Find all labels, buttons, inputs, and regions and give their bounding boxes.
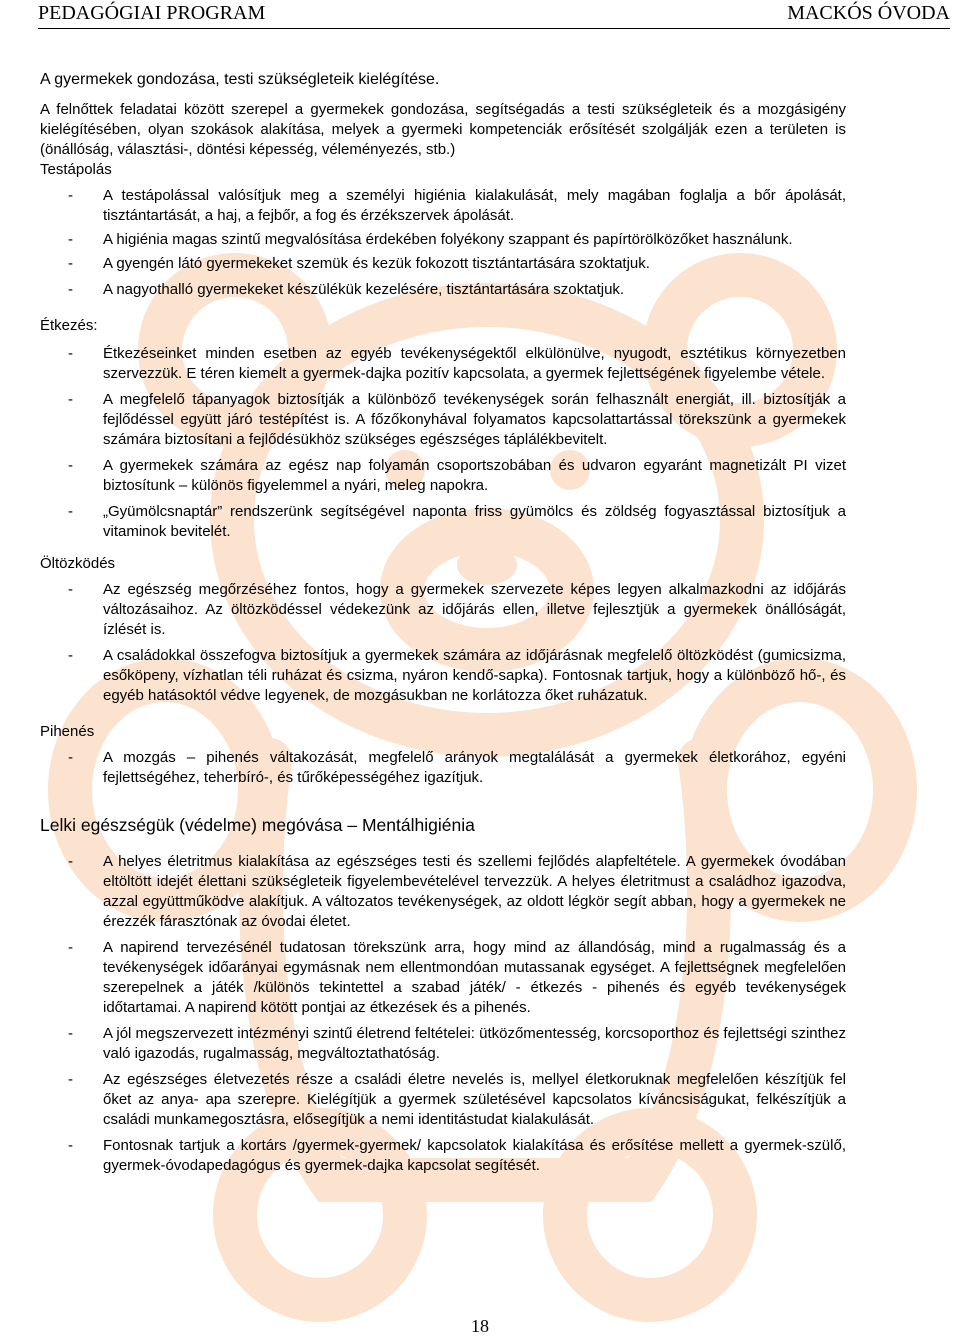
section2-title: Lelki egészségük (védelme) megóvása – Mentálhigiénia: [40, 815, 475, 835]
list-item: - Az egészség megőrzéséhez fontos, hogy a gyermekek szervezete képes legyen alkalmazkodni az időjárás változásaihoz. Az öltözködéssel védekezünk az időjárás ellen, illetve fejlesztjük a gyermekek önállóságát, ízlését is.: [40, 580, 846, 640]
list-item: - A megfelelő tápanyagok biztosítják a különböző tevékenységek során felhasznált energiát, ill. biztosítják a fejlődéssel együtt járó testépítést is. A főzőkonyhával folyamatos kapcsolattartással törekszünk a gyermekek számára biztosítani a fejlődésükhöz szükséges egészséges táplálékbevitelt.: [40, 390, 846, 450]
document-body: [40, 70, 846, 1176]
list-pihenes: [40, 748, 846, 788]
list-oltozkodes: [40, 580, 846, 706]
list-mentalhigienia: [40, 852, 846, 1176]
list-item: - A jól megszervezett intézményi szintű életrend feltételei: ütközőmentesség, korcsoporthoz és fejlettségi szinthez való igazodás, rugalmasság, megváltoztathatóság.: [40, 1024, 846, 1064]
subsection-title-oltozkodes: Öltözködés: [40, 555, 116, 572]
list-etkezes: [40, 344, 846, 542]
list-item: - A helyes életritmus kialakítása az egészséges testi és szellemi fejlődés alapfeltétele. A gyermekek óvodában eltöltött idejét élettani szükségleteik figyelembevételével tervezzük. A helyes életritmust a családhoz igazodva, azzal együttműködve alakítjuk. A változatos tevékenységek, az oldott légkör segít abban, hogy a gyermekek ne érezzék fárasztónak az óvodai életet.: [40, 852, 846, 932]
list-item: - Fontosnak tartjuk a kortárs /gyermek-gyermek/ kapcsolatok kialakítása és erősítése mellett a gyermek-szülő, gyermek-óvodapedagógus és gyermek-dajka kapcsolat segítését.: [40, 1136, 846, 1176]
list-item: - Étkezéseinket minden esetben az egyéb tevékenységektől elkülönülve, nyugodt, esztétikus környezetben szervezzük. E téren kiemelt a gyermek-dajka pozitív kapcsolata, a gyermek fejlettségének figyelembe vétele.: [40, 344, 846, 384]
list-item: - A mozgás – pihenés váltakozását, megfelelő arányok megtalálását a gyermekek életkorához, egyéni fejlettségéhez, teherbíró-, és tűrőképességéhez igazítjuk.: [40, 748, 846, 788]
subsection-title-pihenes: Pihenés: [40, 723, 95, 740]
list-item: - A higiénia magas szintű megvalósítása érdekében folyékony szappant és papírtörölközőket használunk.: [40, 230, 846, 250]
section1-title: A gyermekek gondozása, testi szükségleteik kielégítése.: [40, 71, 440, 88]
list-item: - A gyengén látó gyermekeket szemük és kezük fokozott tisztántartására szoktatjuk.: [40, 254, 846, 274]
list-item: - A testápolással valósítjuk meg a személyi higiénia kialakulását, mely magában foglalja a bőr ápolását, tisztántartását, a haj, a fejbőr, a fog és érzékszervek ápolását.: [40, 186, 846, 226]
list-item: - A napirend tervezésénél tudatosan törekszünk arra, hogy mind az állandóság, mind a rugalmasság és a tevékenységek időarányai egymásnak nem ellentmondóan mutassanak egységet. A fejlettségnek megfelelően szerepelnek a játék /különös tekintettel a szabad játék/ - étkezés - pihenés és egyéb tevékenységek időtartamai. A napirend kötött pontjai az étkezések és a pihenés.: [40, 938, 846, 1018]
section1-intro: A felnőttek feladatai között szerepel a gyermekek gondozása, segítségadás a testi szükségleteik és a mozgásigény kielégítésében, olyan szokások alakítása, melyek a gyermeki kompetenciák erősítését szolgálják ezen a területen is (önállóság, választási-, döntési képesség, véleményezés, stb.): [40, 101, 846, 158]
list-item: - A gyermekek számára az egész nap folyamán csoportszobában és udvaron egyaránt magnetizált PI vizet biztosítunk – különös figyelemmel a nyári, meleg napokra.: [40, 456, 846, 496]
header-left: PEDAGÓGIAI PROGRAM: [38, 2, 266, 24]
page-header: [38, 2, 950, 29]
list-item: - A nagyothalló gyermekeket készülékük kezelésére, tisztántartására szoktatjuk.: [40, 280, 846, 300]
list-item: - A családokkal összefogva biztosítjuk a gyermekek számára az időjárásnak megfelelő öltözködést (gumicsizma, esőköpeny, vízhatlan téli ruházat és csizma, nyáron kendő-sapka). Fontosnak tartjuk, hogy a különböző hő-, és egyéb hatásoktól védve legyenek, de mozgásukban ne korlátozza őket ruházatuk.: [40, 646, 846, 706]
header-right: MACKÓS ÓVODA: [787, 2, 950, 24]
list-item: - „Gyümölcsnaptár” rendszerünk segítségével naponta friss gyümölcs és zöldség fogyasztással biztosítjuk a vitaminok bevitelét.: [40, 502, 846, 542]
subsection-title-testapolas: Testápolás: [40, 161, 112, 178]
list-item: - Az egészséges életvezetés része a családi életre nevelés is, mellyel életkoruknak megfelelően készítjük fel őket az anya- apa szerepre. Kielégítjük a gyermek születésével kapcsolatos kíváncsiságukat, felkészítjük a családi munkamegosztásra, elősegítjük a nemi identitástudat kialakulását.: [40, 1070, 846, 1130]
page-number: 18: [471, 1316, 489, 1336]
list-testapolas: [40, 186, 846, 300]
subsection-title-etkezes: Étkezés:: [40, 317, 98, 334]
